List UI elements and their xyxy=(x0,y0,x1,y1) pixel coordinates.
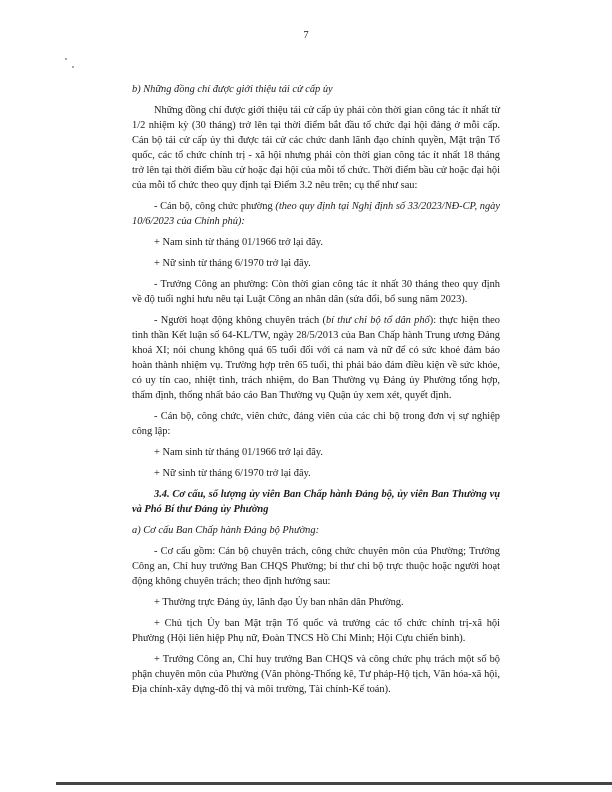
paragraph-public-units: - Cán bộ, công chức, viên chức, đảng viên của các chi bộ trong đơn vị sự nghiệp công lập: xyxy=(132,411,500,437)
list-item-female-age-2: + Nữ sinh từ tháng 6/1970 trở lại đây. xyxy=(154,468,311,479)
ward-officials-text: - Cán bộ, công chức phường xyxy=(154,201,276,212)
list-item-female-age: + Nữ sinh từ tháng 6/1970 trở lại đây. xyxy=(154,258,311,269)
scan-speck xyxy=(72,66,74,68)
paragraph-ward-officials xyxy=(132,199,500,229)
section-heading-3-4: 3.4. Cơ cấu, số lượng ủy viên Ban Chấp hành Đảng bộ, ủy viên Ban Thường vụ và Phó Bí thư Đảng ủy Phường xyxy=(132,489,500,515)
paragraph-structure: - Cơ cấu gồm: Cán bộ chuyên trách, công chức chuyên môn của Phường; Trưởng Công an, Chỉ huy trưởng Ban CHQS Phường; bí thư chi bộ trực thuộc hoặc người hoạt động không chuyên trách; theo định hướng sau: xyxy=(132,546,500,587)
subsection-heading-a: a) Cơ cấu Ban Chấp hành Đảng bộ Phường: xyxy=(132,525,320,536)
list-item-male-age-2: + Nam sinh từ tháng 01/1966 trở lại đây. xyxy=(154,447,323,458)
subsection-heading-b: b) Những đồng chí được giới thiệu tái cử cấp ủy xyxy=(132,84,333,95)
paragraph-police-chief: - Trưởng Công an phường: Còn thời gian công tác ít nhất 30 tháng theo quy định về độ tuổi nghỉ hưu nêu tại Luật Công an nhân dân (sửa đổi, bổ sung năm 2023). xyxy=(132,279,500,305)
scan-speck xyxy=(65,58,67,60)
ward-officials-decree-ref: (theo quy định tại Nghị định số 33/2023/NĐ-CP, ngày 10/6/2023 của Chính phủ): xyxy=(132,201,500,227)
list-item-fatherland-front: + Chủ tịch Ủy ban Mặt trận Tổ quốc và trưởng các tổ chức chính trị-xã hội Phường (Hội liên hiệp Phụ nữ, Đoàn TNCS Hồ Chí Minh; Hội Cựu chiến binh). xyxy=(132,618,500,644)
list-item-standing-committee: + Thường trực Đảng ủy, lãnh đạo Ủy ban nhân dân Phường. xyxy=(154,597,404,608)
part-time-text-start: - Người hoạt động không chuyên trách ( xyxy=(154,315,326,326)
paragraph-part-time-workers xyxy=(132,313,500,403)
page-number: 7 xyxy=(303,30,309,41)
part-time-role-italic: bí thư chi bộ tổ dân phố xyxy=(325,315,430,326)
document-body xyxy=(132,82,500,697)
part-time-text-end: ): thực hiện theo tinh thần Kết luận số 64-KL/TW, ngày 28/5/2013 của Ban Chấp hành Trung ương Đảng khoá XI; nói chung không quá 65 tuổi đối với cả nam và nữ để có sức khoẻ đảm bảo hoàn thành nhiệm vụ. Trường hợp trên 65 tuổi, thì phải bảo đảm điều kiện về sức khỏe, có uy tín cao, nhiệt tình, trách nhiệm, do Ban Thường vụ Đảng ủy Phường tổng hợp, thẩm định, thống nhất báo cáo Ban Thường vụ Quận ủy xem xét, quyết định. xyxy=(132,315,500,401)
list-item-police-military: + Trưởng Công an, Chỉ huy trưởng Ban CHQS và công chức phụ trách một số bộ phận chuyên môn của Phường (Văn phòng-Thống kê, Tư pháp-Hộ tịch, Văn hóa-xã hội, Địa chính-xây dựng-đô thị và môi trường, Tài chính-Kế toán). xyxy=(132,654,500,695)
list-item-male-age: + Nam sinh từ tháng 01/1966 trở lại đây. xyxy=(154,237,323,248)
paragraph-reelection-requirements: Những đồng chí được giới thiệu tái cử cấp ủy phải còn thời gian công tác ít nhất từ 1/2 nhiệm kỳ (30 tháng) trở lên tại thời điểm bắt đầu tổ chức đại hội đảng ở mỗi cấp. Cán bộ tái cử cấp ủy thì được tái cử các chức danh lãnh đạo chính quyền, Mặt trận Tổ quốc, các tổ chức chính trị - xã hội nhưng phải còn thời gian công tác ít nhất 18 tháng trở lên tại thời điểm bầu cử hoặc đại hội của mỗi tổ chức. Thời điểm bầu cử hoặc đại hội của mỗi tổ chức theo quy định tại Điểm 3.2 nêu trên; cụ thể như sau: xyxy=(132,105,500,191)
scan-bottom-edge xyxy=(56,782,612,785)
